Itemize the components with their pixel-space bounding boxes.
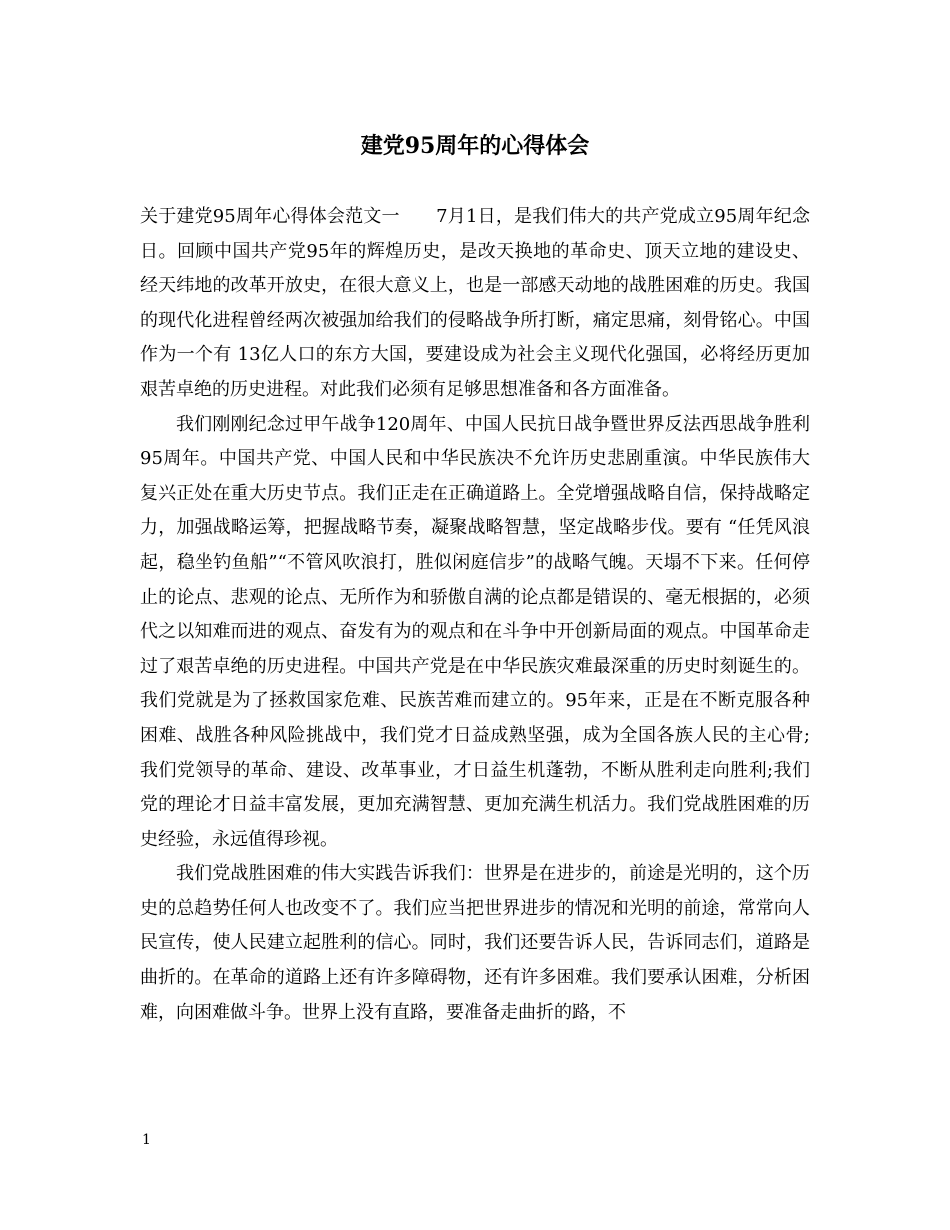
paragraph-2: 我们刚刚纪念过甲午战争120周年、中国人民抗日战争暨世界反法西思战争胜利95周年。中国共产党、中国人民和中华民族决不允许历史悲剧重演。中华民族伟大复兴正处在重大历史节点。我们正走在正确道路上。全党增强战略自信，保持战略定力，加强战略运筹，把握战略节奏，凝聚战略智慧，坚定战略步伐。要有 “任凭风浪起，稳坐钓鱼船”“不管风吹浪打，胜似闲庭信步”的战略气魄。天塌不下来。任何停止的论点、悲观的论点、无所作为和骄傲自满的论点都是错误的、毫无根据的，必须代之以知难而进的观点、奋发有为的观点和在斗争中开创新局面的观点。中国革命走过了艰苦卓绝的历史进程。中国共产党是在中华民族灾难最深重的历史时刻诞生的。我们党就是为了拯救国家危难、民族苦难而建立的。95年来，正是在不断克服各种困难、战胜各种风险挑战中，我们党才日益成熟坚强，成为全国各族人民的主心骨;我们党领导的革命、建设、改革事业，才日益生机蓬勃，不断从胜利走向胜利;我们党的理论才日益丰富发展，更加充满智慧、更加充满生机活力。我们党战胜困难的历史经验，永远值得珍视。 [140,413,810,850]
paragraph-3: 我们党战胜困难的伟大实践告诉我们：世界是在进步的，前途是光明的，这个历史的总趋势任何人也改变不了。我们应当把世界进步的情况和光明的前途，常常向人民宣传，使人民建立起胜利的信心。同时，我们还要告诉人民，告诉同志们，道路是曲折的。在革命的道路上还有许多障碍物，还有许多困难。我们要承认困难，分析困难，向困难做斗争。世界上没有直路，要准备走曲折的路，不 [140,863,810,1023]
page-number: 1 [142,1132,151,1148]
document-title: 建党95周年的心得体会 [360,133,590,159]
paragraph-1: 关于建党95周年心得体会范文一 7月1日，是我们伟大的共产党成立95周年纪念日。回顾中国共产党95年的辉煌历史，是改天换地的革命史、顶天立地的建设史、经天纬地的改革开放史，在很大意义上，也是一部感天动地的战胜困难的历史。我国的现代化进程曾经两次被强加给我们的侵略战争所打断，痛定思痛，刻骨铭心。中国作为一个有 13亿人口的东方大国，要建设成为社会主义现代化强国，必将经历更加艰苦卓绝的历史进程。对此我们必须有足够思想准备和各方面准备。 [140,206,810,400]
document-body [140,200,810,1030]
